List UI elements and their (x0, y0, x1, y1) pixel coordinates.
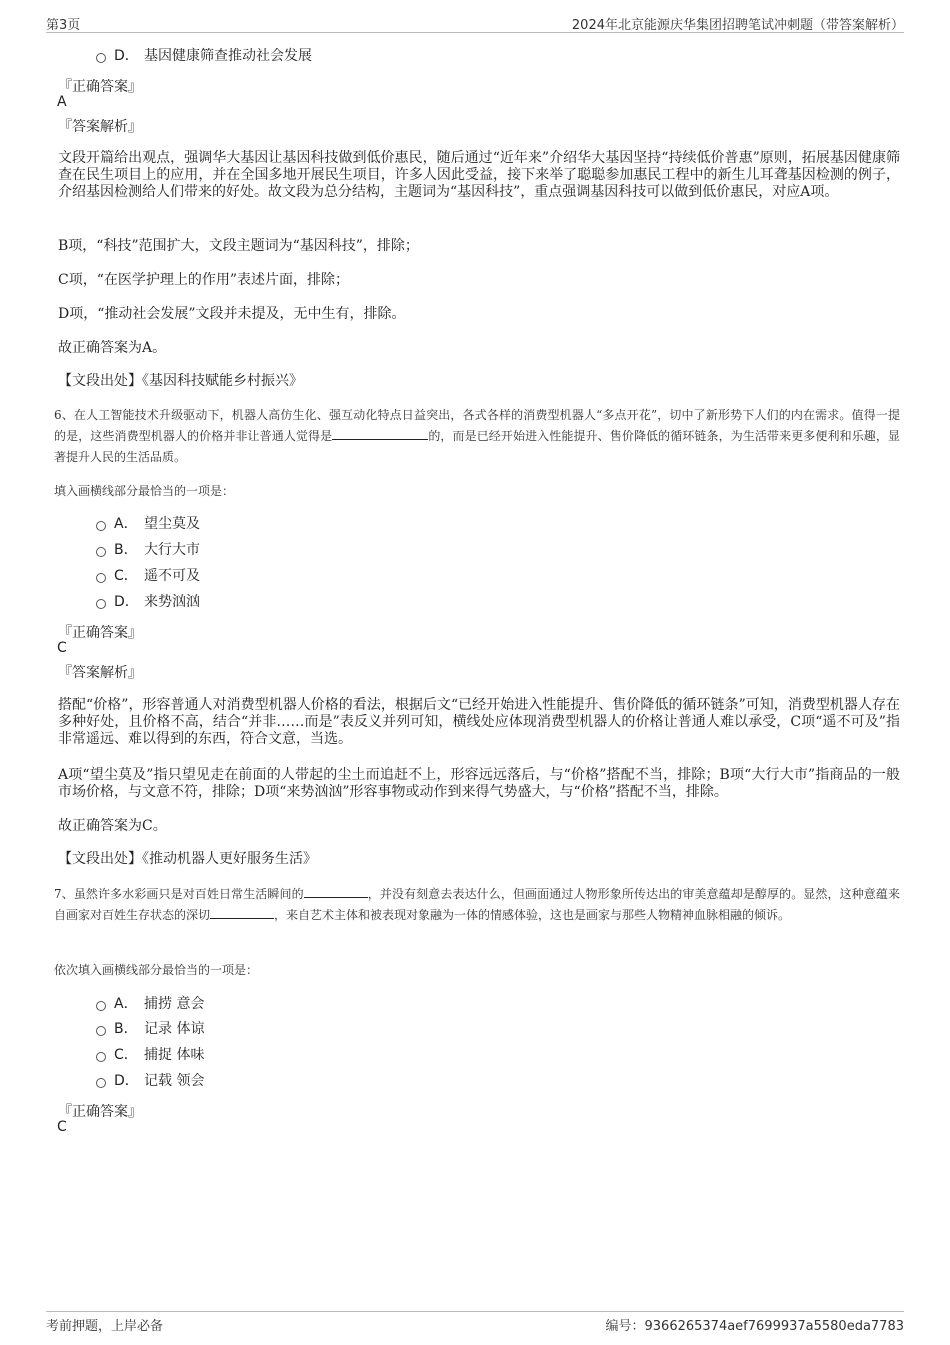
q6-analysis-p1: 搭配“价格”，形容普通人对消费型机器人价格的看法，根据后文“已经开始进入性能提升、售价降低的循环链条”可知，消费型机器人存在多种好处，且价格不高，结合“并非……而是”表反义并列可知，横线处应体现消费型机器人的价格让普通人难以承受，C项“遥不可及”指非常遥远、难以得到的东西，符合文意，当选。 (58, 697, 900, 747)
q7-answer: C (57, 1119, 67, 1135)
q6-analysis-label: 『答案解析』 (58, 665, 142, 681)
radio-icon[interactable] (96, 1052, 106, 1062)
q6-answer: C (57, 640, 67, 656)
blank-line (304, 886, 368, 898)
q6-answer-label: 『正确答案』 (58, 625, 142, 641)
q7-option-b[interactable]: B． 记录 体谅 (96, 1019, 204, 1039)
q5-analysis-p5: 故正确答案为A。 (58, 340, 167, 356)
footer-slogan: 考前押题，上岸必备 (46, 1319, 164, 1334)
q5-analysis-label: 『答案解析』 (58, 119, 142, 135)
q6-analysis-p3: 故正确答案为C。 (58, 818, 167, 834)
q7-prompt: 依次填入画横线部分最恰当的一项是： (54, 963, 259, 977)
blank-line (332, 428, 428, 440)
q6-question: 6、在人工智能技术升级驱动下，机器人高仿生化、强互动化特点日益突出，各式各样的消费型机器人“多点开花”，切中了新形势下人们的内在需求。值得一提的是，这些消费型机器人的价格并非让普通人觉得是 的，而是已经开始进入性能提升、售价降低的循环链条，为生活带来更多便利和乐趣，显著提升人民的生活品质。 (54, 408, 900, 464)
page-number: 第3页 (46, 18, 81, 33)
radio-icon[interactable] (96, 521, 106, 531)
page-footer (46, 1311, 904, 1332)
q5-analysis-p2: B项，“科技”范围扩大，文段主题词为“基因科技”，排除； (58, 238, 419, 254)
radio-icon[interactable] (96, 573, 106, 583)
q5-answer-label: 『正确答案』 (58, 79, 142, 95)
q6-source: 【文段出处】《推动机器人更好服务生活》 (58, 851, 317, 867)
q5-source: 【文段出处】《基因科技赋能乡村振兴》 (58, 373, 303, 389)
radio-icon[interactable] (96, 599, 106, 609)
radio-icon[interactable] (96, 1026, 106, 1036)
radio-icon[interactable] (96, 547, 106, 557)
q7-option-d[interactable]: D． 记载 领会 (96, 1071, 204, 1091)
q6-option-b[interactable]: B． 大行大市 (96, 540, 200, 560)
q5-analysis-p1: 文段开篇给出观点，强调华大基因让基因科技做到低价惠民，随后通过“近年来”介绍华大基因坚持“持续低价普惠”原则，拓展基因健康筛查在民生项目上的应用，并在全国多地开展民生项目，许多人因此受益，接下来举了聪聪参加惠民工程中的新生儿耳聋基因检测的例子，介绍基因检测给人们带来的好处。故文段为总分结构，主题词为“基因科技”，重点强调基因科技可以做到低价惠民，对应A项。 (58, 150, 900, 200)
q5-analysis-p4: D项，“推动社会发展”文段并未提及，无中生有，排除。 (58, 306, 406, 322)
q7-option-c[interactable]: C． 捕捉 体味 (96, 1045, 204, 1065)
footer-serial: 编号：9366265374aef7699937a5580eda7783 (605, 1319, 904, 1334)
q6-prompt: 填入画横线部分最恰当的一项是： (54, 484, 235, 498)
q5-option-d[interactable]: D． 基因健康筛查推动社会发展 (96, 46, 312, 66)
radio-icon[interactable] (96, 1001, 106, 1011)
q7-option-a[interactable]: A． 捕捞 意会 (96, 994, 204, 1014)
page-header (46, 14, 904, 33)
q6-option-d[interactable]: D． 来势汹汹 (96, 592, 200, 612)
blank-line (210, 907, 274, 919)
q6-option-c[interactable]: C． 遥不可及 (96, 566, 200, 586)
q6-analysis-p2: A项“望尘莫及”指只望见走在前面的人带起的尘土而追赶不上，形容远远落后，与“价格”搭配不当，排除；B项“大行大市”指商品的一般市场价格，与文意不符，排除；D项“来势汹汹”形容事物或动作到来得气势盛大，与“价格”搭配不当，排除。 (58, 767, 900, 800)
radio-icon[interactable] (96, 1078, 106, 1088)
q6-option-a[interactable]: A． 望尘莫及 (96, 514, 200, 534)
q5-answer: A (57, 94, 67, 110)
q5-analysis-p3: C项，“在医学护理上的作用”表述片面，排除； (58, 272, 350, 288)
radio-icon[interactable] (96, 53, 106, 63)
q7-answer-label: 『正确答案』 (58, 1104, 142, 1120)
document-title: 2024年北京能源庆华集团招聘笔试冲刺题（带答案解析） (571, 18, 904, 33)
q7-question: 7、虽然许多水彩画只是对百姓日常生活瞬间的 ，并没有刻意去表达什么，但画面通过人物形象所传达出的审美意蕴却是醇厚的。显然，这种意蕴来自画家对百姓生存状态的深切 ，来自艺术主体和被表现对象融为一体的情感体验，这也是画家与那些人物精神血脉相融的倾诉。 (54, 887, 900, 922)
